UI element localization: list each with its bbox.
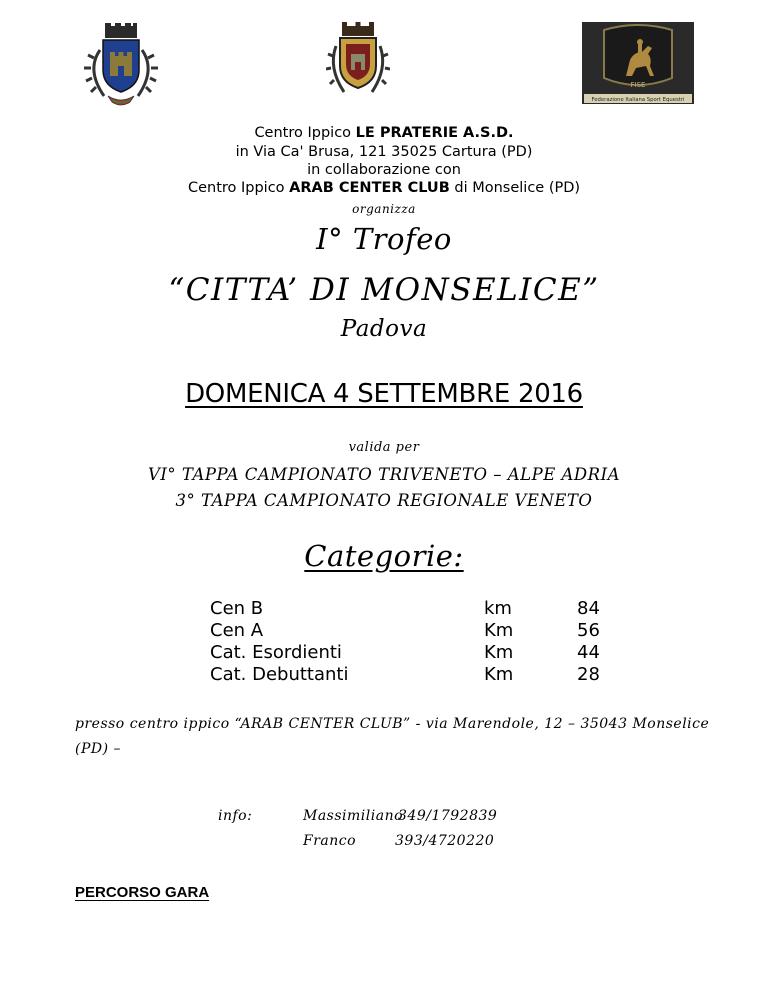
category-distance: 84 [577,598,600,619]
category-unit: Km [484,642,514,663]
contact-phone: 349/1792839 [398,808,498,824]
organizer-line-1: Centro Ippico LE PRATERIE A.S.D. [254,125,514,141]
category-name: Cat. Esordienti [210,642,342,663]
event-date: DOMENICA 4 SETTEMBRE 2016 [185,379,583,409]
category-distance: 28 [577,664,600,685]
valida-label: valida per [348,440,420,455]
categories-heading: Categorie: [304,539,464,573]
location-line-1: presso centro ippico “ARAB CENTER CLUB” - via Marendole, 12 – 35043 Monselice [75,716,710,732]
collaboration-text: in collaborazione con [307,162,461,178]
event-title-trofeo: I° Trofeo [316,222,452,256]
event-location [75,712,715,762]
category-unit: Km [484,664,514,685]
organizza-label: organizza [352,202,416,216]
championship-stage-1: VI° TAPPA CAMPIONATO TRIVENETO – ALPE ADRIA [147,465,621,484]
info-label: info: [218,808,253,824]
svg-text:FISE: FISE [630,81,646,89]
category-name: Cen A [210,620,264,641]
coat-of-arms-monselice-logo [326,22,390,102]
location-line-2: (PD) – [75,741,122,757]
coat-of-arms-cartura-logo [78,22,164,108]
partner-club-line: Centro Ippico ARAB CENTER CLUB di Monselice (PD) [187,180,581,196]
race-route-heading: PERCORSO GARA [75,884,210,901]
championship-stage-2: 3° TAPPA CAMPIONATO REGIONALE VENETO [175,491,593,510]
category-unit: km [484,598,512,619]
organizer-address: in Via Ca' Brusa, 121 35025 Cartura (PD) [235,144,533,160]
category-name: Cat. Debuttanti [210,664,349,685]
contact-name: Franco [303,833,357,849]
category-name: Cen B [210,598,264,619]
contact-phone: 393/4720220 [395,833,495,849]
category-distance: 56 [577,620,600,641]
event-title-city: “CITTA’ DI MONSELICE” [168,272,600,308]
event-title-padova: Padova [340,316,428,342]
svg-text:Federazione Italiana Sport Equ: Federazione Italiana Sport Equestri [591,97,685,103]
category-unit: Km [484,620,514,641]
contact-name: Massimiliano [303,808,404,824]
fise-federation-logo [582,22,694,104]
category-distance: 44 [577,642,600,663]
